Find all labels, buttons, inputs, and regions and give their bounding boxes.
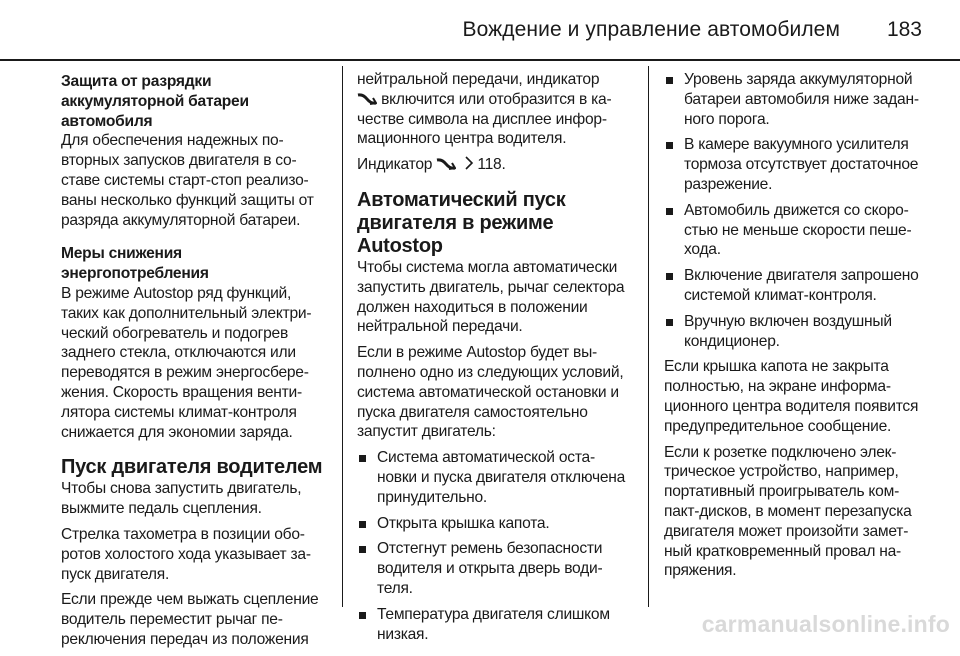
page-title: Вождение и управление автомобилем [462, 18, 840, 41]
list-item-text: Автомобиль движется со скоростью не меньше скорости пешехода. [684, 201, 912, 259]
section-heading: Автоматический пуск двигателя в режиме Autostop [357, 188, 566, 257]
page-header [0, 0, 960, 62]
bullet-icon [666, 273, 673, 280]
bullet-icon [666, 77, 673, 84]
list-item-text: Температура двигателя слишком низкая. [377, 605, 610, 643]
list-item [357, 448, 627, 507]
paragraph [357, 155, 627, 175]
bullet-icon [666, 208, 673, 215]
paragraph: Если крышка капота не закрыта полностью, на экране информационного центра водителя появится предупредительное сообщение. [664, 358, 919, 435]
page-reference-icon [464, 156, 474, 170]
column-2 [357, 70, 627, 650]
list-item-text: Уровень заряда аккумуляторной батареи автомобиля ниже заданного порога. [684, 71, 920, 128]
bullet-list [357, 448, 627, 644]
page-reference: 118. [477, 156, 506, 174]
list-item-text: Открыта крышка капота. [377, 514, 550, 532]
autostop-indicator-icon [436, 157, 456, 171]
column-1 [61, 72, 329, 656]
bullet-icon [666, 142, 673, 149]
paragraph: Если в режиме Autostop будет выполнено одно из следующих условий, система автоматической остановки и пуска двигателя самостоятельно запустит двигатель: [357, 344, 624, 441]
bullet-icon [359, 546, 366, 553]
list-item-text: Отстегнут ремень безопасности водителя и открыта дверь водителя. [377, 540, 603, 597]
paragraph: В режиме Autostop ряд функций, таких как дополнительный электрический обогреватель и подогрев заднего стекла, отключаются или переводятся в режим энергосбережения. Скорость вращения вентилятора системы климат-контроля снижается для экономии заряда. [61, 284, 312, 441]
paragraph: Если прежде чем выжать сцепление водитель переместит рычаг переключения передач из положения [61, 591, 319, 648]
list-item [664, 135, 926, 194]
text-run: Индикатор [357, 156, 433, 174]
column-3 [664, 70, 926, 587]
bullet-icon [666, 319, 673, 326]
paragraph [357, 70, 627, 149]
section-heading: Пуск двигателя водителем [61, 456, 323, 479]
list-item [664, 70, 926, 129]
list-item [664, 266, 926, 306]
paragraph: Стрелка тахометра в позиции оборотов холостого хода указывает запуск двигателя. [61, 525, 312, 583]
list-item-text: Вручную включен воздушный кондиционер. [684, 312, 892, 350]
text-run: включится или отобразится в качестве символа на дисплее информационного центра водителя. [357, 90, 612, 148]
bullet-list [664, 70, 926, 351]
bullet-icon [359, 455, 366, 462]
list-item [357, 514, 627, 534]
bullet-icon [359, 521, 366, 528]
section-battery-protection [61, 72, 329, 230]
paragraph: Если к розетке подключено электрическое устройство, например, портативный проигрыватель компакт-дисков, в момент перезапуска двигателя может произойти заметный кратковременный провал напряжения. [664, 443, 912, 580]
page-number: 183 [886, 18, 922, 41]
watermark: carmanualsonline.info [701, 611, 950, 637]
list-item-text: Включение двигателя запрошено системой климат-контроля. [684, 267, 919, 304]
column-divider-1 [342, 66, 343, 607]
list-item [357, 539, 627, 598]
section-driver-restart [61, 456, 329, 649]
paragraph: Чтобы система могла автоматически запустить двигатель, рычаг селектора должен находиться в положении нейтральной передачи. [357, 258, 625, 336]
autostop-indicator-icon [357, 92, 377, 106]
list-item [357, 605, 627, 645]
list-item [664, 312, 926, 352]
section-heading: Меры снижения энергопотребления [61, 245, 209, 283]
list-item-text: Система автоматической остановки и пуска двигателя отключена принудительно. [377, 449, 626, 506]
section-energy-saving [61, 244, 329, 442]
paragraph: Для обеспечения надежных повторных запусков двигателя в составе системы старт-стоп реализованы несколько функций защиты от разряда аккумуляторной батареи. [61, 132, 314, 229]
list-item [664, 201, 926, 260]
section-heading: Защита от разрядки аккумуляторной батареи автомобиля [61, 73, 249, 130]
bullet-icon [359, 612, 366, 619]
column-divider-2 [648, 66, 649, 607]
list-item-text: В камере вакуумного усилителя тормоза отсутствует достаточное разрежение. [684, 136, 919, 193]
text-run: нейтральной передачи, индикатор [357, 71, 600, 88]
paragraph: Чтобы снова запустить двигатель, выжмите педаль сцепления. [61, 480, 302, 518]
header-divider [0, 59, 960, 61]
